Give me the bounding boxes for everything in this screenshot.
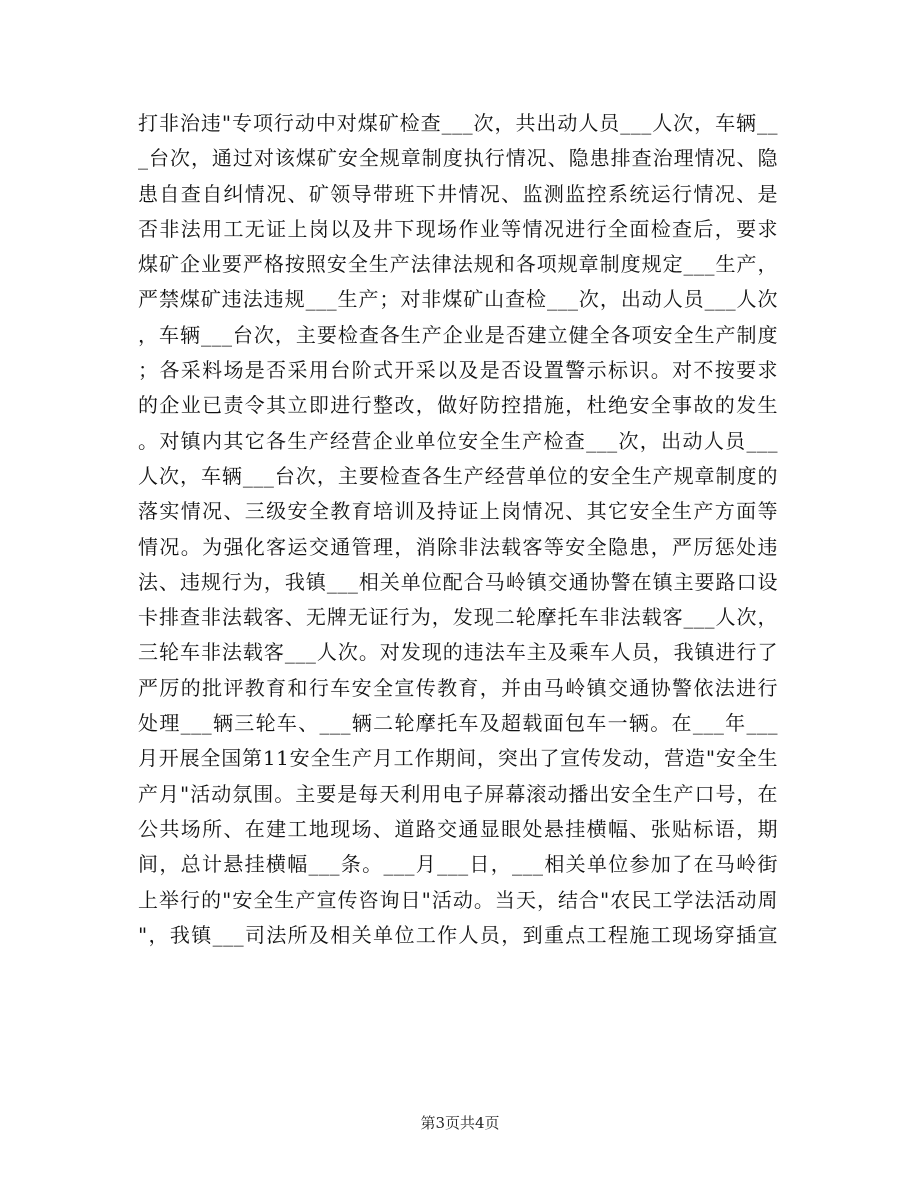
text-line: 产月"活动氛围。主要是每天利用电子屏幕滚动播出安全生产口号，在 bbox=[138, 781, 778, 806]
text-line: 严厉的批评教育和行车安全宣传教育，并由马岭镇交通协警依法进行 bbox=[138, 675, 778, 700]
text-line: 人次，车辆___台次，主要检查各生产经营单位的安全生产规章制度的 bbox=[138, 463, 778, 488]
text-line: 处理___辆三轮车、___辆二轮摩托车及超载面包车一辆。在___年___ bbox=[138, 711, 778, 736]
text-line: 落实情况、三级安全教育培训及持证上岗情况、其它安全生产方面等 bbox=[138, 499, 778, 524]
text-line: 情况。为强化客运交通管理，消除非法载客等安全隐患，严厉惩处违 bbox=[138, 534, 778, 559]
text-line: ，车辆___台次，主要检查各生产企业是否建立健全各项安全生产制度 bbox=[138, 322, 778, 347]
text-line: 上举行的"安全生产宣传咨询日"活动。当天，结合"农民工学法活动周 bbox=[138, 887, 778, 912]
body-text bbox=[138, 106, 778, 953]
text-line: 法、违规行为，我镇___相关单位配合马岭镇交通协警在镇主要路口设 bbox=[138, 569, 778, 594]
text-line: 公共场所、在建工地现场、道路交通显眼处悬挂横幅、张贴标语，期 bbox=[138, 816, 778, 841]
text-line: 卡排查非法载客、无牌无证行为，发现二轮摩托车非法载客___人次， bbox=[138, 605, 778, 630]
text-line: 否非法用工无证上岗以及井下现场作业等情况进行全面检查后，要求 bbox=[138, 216, 778, 241]
text-line: 。对镇内其它各生产经营企业单位安全生产检查___次，出动人员___ bbox=[138, 428, 778, 453]
text-line: 煤矿企业要严格按照安全生产法律法规和各项规章制度规定___生产， bbox=[138, 252, 778, 277]
text-line: "，我镇___司法所及相关单位工作人员，到重点工程施工现场穿插宣 bbox=[138, 922, 778, 947]
text-line: 间，总计悬挂横幅___条。___月___日，___相关单位参加了在马岭街 bbox=[138, 852, 778, 877]
text-line: 打非治违"专项行动中对煤矿检查___次，共出动人员___人次，车辆__ bbox=[138, 111, 778, 135]
text-line: 严禁煤矿违法违规___生产；对非煤矿山查检___次，出动人员___人次 bbox=[138, 287, 778, 312]
text-line: 的企业已责令其立即进行整改，做好防控措施，杜绝安全事故的发生 bbox=[138, 393, 778, 418]
text-line: ；各采料场是否采用台阶式开采以及是否设置警示标识。对不按要求 bbox=[138, 358, 778, 383]
page-number: 第3页共4页 bbox=[420, 1114, 500, 1132]
text-line: 三轮车非法载客___人次。对发现的违法车主及乘车人员，我镇进行了 bbox=[138, 640, 778, 665]
text-line: 患自查自纠情况、矿领导带班下井情况、监测监控系统运行情况、是 bbox=[138, 181, 778, 206]
text-line: 月开展全国第11安全生产月工作期间，突出了宣传发动，营造"安全生 bbox=[138, 746, 778, 771]
text-line: _台次，通过对该煤矿安全规章制度执行情况、隐患排查治理情况、隐 bbox=[138, 146, 778, 171]
